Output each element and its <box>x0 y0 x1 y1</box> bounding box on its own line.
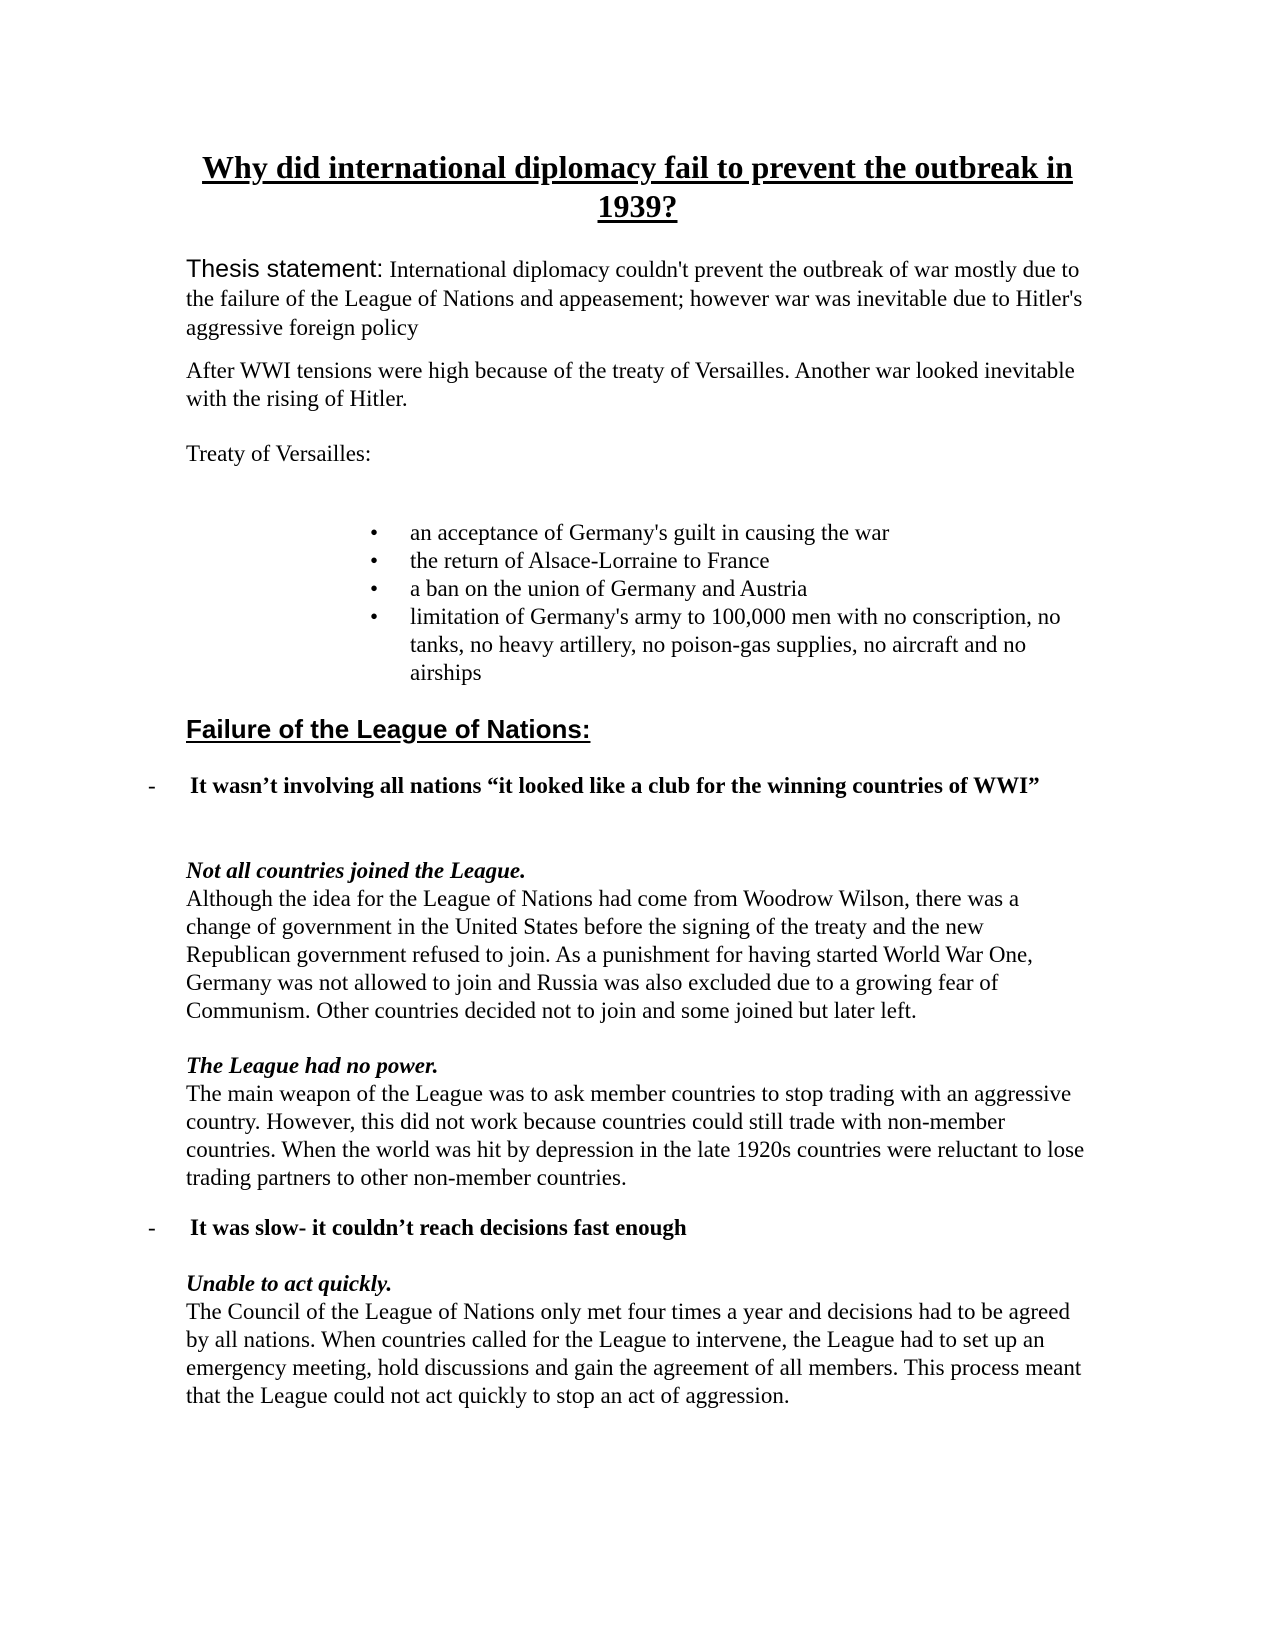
body-unable-to-act: The Council of the League of Nations only met four times a year and decisions had to be agreed by all nations. When countries called for the League to intervene, the League had to set up an emergency meeting, hold discussions and gain the agreement of all members. This process meant that the League could not act quickly to stop an act of aggression. <box>186 1299 1082 1408</box>
document-title: Why did international diplomacy fail to prevent the outbreak in 1939? <box>202 149 1073 224</box>
subhead-not-all-joined: Not all countries joined the League. <box>186 858 526 883</box>
dash-marker: - <box>148 773 156 798</box>
bullet-marker: • <box>370 520 379 545</box>
league-point-1: - It wasn’t involving all nations “it looked like a club for the winning countries of WWI” <box>148 773 1040 798</box>
thesis-text: International diplomacy couldn't prevent the outbreak of war mostly due to the failure of the League of Nations and appeasement; however war was inevitable due to Hitler's aggressive foreign policy <box>186 257 1083 340</box>
subhead-unable-to-act: Unable to act quickly. <box>186 1271 393 1296</box>
dash-marker: - <box>148 1215 156 1240</box>
list-item: • a ban on the union of Germany and Austria <box>370 576 808 601</box>
bullet-marker: • <box>370 604 379 629</box>
body-no-power: The main weapon of the League was to ask member countries to stop trading with an aggressive country. However, this did not work because countries could still trade with non-member countries. When the world was hit by depression in the late 1920s countries were reluctant to lose trading partners to other non-member countries. <box>186 1081 1085 1190</box>
league-point-2: - It was slow- it couldn’t reach decisions fast enough <box>148 1215 687 1240</box>
bullet-marker: • <box>370 548 379 573</box>
league-failure-heading: Failure of the League of Nations: <box>186 714 591 744</box>
treaty-label: Treaty of Versailles: <box>186 441 372 466</box>
list-item: • limitation of Germany's army to 100,000 men with no conscription, no tanks, no heavy artillery, no poison-gas supplies, no aircraft and no airships <box>370 604 1061 685</box>
thesis-label: Thesis statement: <box>186 255 384 283</box>
list-item: • an acceptance of Germany's guilt in causing the war <box>370 520 890 545</box>
bullet-marker: • <box>370 576 379 601</box>
thesis-statement <box>186 255 1086 342</box>
list-item: • the return of Alsace-Lorraine to France <box>370 548 770 573</box>
subhead-no-power: The League had no power. <box>186 1053 439 1078</box>
body-not-all-joined: Although the idea for the League of Nations had come from Woodrow Wilson, there was a change of government in the United States before the signing of the treaty and the new Republican government refused to join. As a punishment for having started World War One, Germany was not allowed to join and Russia was also excluded due to a growing fear of Communism. Other countries decided not to join and some joined but later left. <box>186 886 1033 1023</box>
intro-paragraph: After WWI tensions were high because of the treaty of Versailles. Another war looked inevitable with the rising of Hitler. <box>186 358 1075 411</box>
treaty-terms-list <box>370 519 1070 687</box>
